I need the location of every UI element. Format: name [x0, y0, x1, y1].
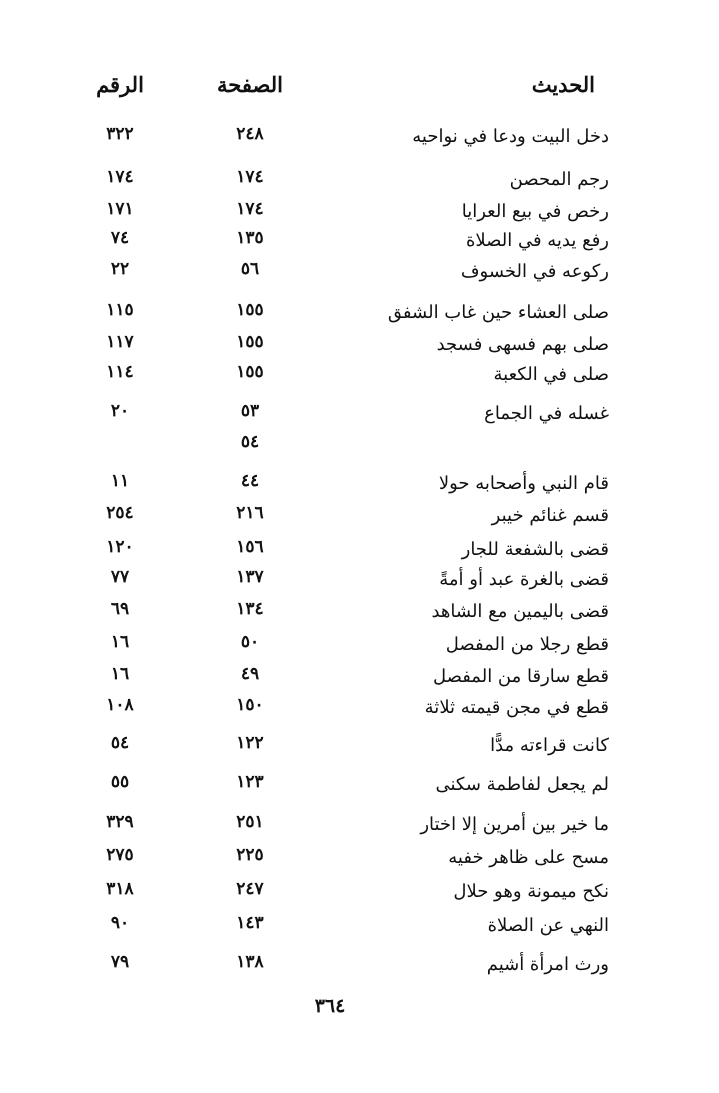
table-row: [0, 432, 719, 464]
entry-number: ٢٥٤: [106, 503, 134, 523]
hadith-text: قام النبي وأصحابه حولا: [438, 473, 609, 494]
hadith-text: صلى بهم فسهى فسجد: [436, 334, 609, 355]
entry-number: ٣٢٢: [106, 124, 134, 144]
hadith-text: قضى بالغرة عبد أو أمةً: [439, 569, 609, 590]
table-row: [0, 537, 719, 569]
table-row: [0, 599, 719, 631]
page-ref: ١٧٤: [236, 167, 264, 187]
table-row: [0, 167, 719, 199]
entry-number: ٥٤: [110, 733, 130, 753]
table-row: [0, 124, 719, 156]
page-ref: ٢٥١: [236, 812, 264, 832]
page-ref: ١٧٤: [236, 199, 264, 219]
entry-number: ٣١٨: [106, 879, 134, 899]
hadith-text: قطع رجلا من المفصل: [445, 634, 609, 655]
page-ref: ٥٦: [240, 259, 260, 279]
table-row: [0, 362, 719, 394]
entry-number: ١٧١: [106, 199, 134, 219]
entry-number: ١٦: [110, 632, 130, 652]
hadith-text: رخص في بيع العرايا: [461, 201, 609, 222]
hadith-text: النهي عن الصلاة: [487, 915, 609, 936]
table-row: [0, 259, 719, 291]
page-ref: ٤٤: [240, 471, 260, 491]
table-row: [0, 879, 719, 911]
page-ref: ١٣٤: [236, 599, 264, 619]
hadith-text: غسله في الجماع: [484, 403, 609, 424]
table-row: [0, 913, 719, 945]
hadith-text: صلى في الكعبة: [493, 364, 609, 385]
hadith-text: ركوعه في الخسوف: [460, 261, 609, 282]
hadith-text: قطع سارقا من المفصل: [432, 666, 609, 687]
entry-number: ٩٠: [110, 913, 130, 933]
hadith-text: كانت قراءته مدًّا: [490, 735, 609, 756]
table-row: [0, 632, 719, 664]
page-ref: ١٥٠: [236, 695, 264, 715]
entry-number: ٢٧٥: [106, 845, 134, 865]
table-row: [0, 845, 719, 877]
table-row: [0, 952, 719, 984]
table-row: [0, 300, 719, 332]
entry-number: ١٧٤: [106, 167, 134, 187]
table-row: [0, 567, 719, 599]
page-ref: ٥٤: [240, 432, 260, 452]
page-ref: ٢٢٥: [236, 845, 264, 865]
entry-number: ١٦: [110, 664, 130, 684]
table-row: [0, 733, 719, 765]
page-ref: ١٥٥: [236, 332, 264, 352]
entry-number: ٦٩: [110, 599, 130, 619]
table-row: [0, 401, 719, 433]
page-ref: ١٣٧: [236, 567, 264, 587]
hadith-text: قضى باليمين مع الشاهد: [431, 601, 609, 622]
table-row: [0, 332, 719, 364]
page-ref: ١٥٥: [236, 300, 264, 320]
entry-number: ١١٥: [106, 300, 134, 320]
table-row: [0, 503, 719, 535]
entry-number: ٥٥: [110, 772, 130, 792]
table-row: [0, 199, 719, 231]
entry-number: ٢٠: [110, 401, 130, 421]
entry-number: ٣٢٩: [106, 812, 134, 832]
header-page: الصفحة: [217, 72, 283, 97]
hadith-text: مسح على ظاهر خفيه: [448, 847, 609, 868]
hadith-text: صلى العشاء حين غاب الشفق: [387, 302, 609, 323]
header-number: الرقم: [96, 72, 144, 97]
page-ref: ٢٤٧: [236, 879, 264, 899]
table-row: [0, 471, 719, 503]
page-ref: ٢١٦: [236, 503, 264, 523]
entry-number: ١٢٠: [106, 537, 134, 557]
table-row: [0, 664, 719, 696]
hadith-text: قطع في مجن قيمته ثلاثة: [424, 697, 609, 718]
entry-number: ٧٤: [110, 228, 130, 248]
hadith-text: رفع يديه في الصلاة: [465, 230, 609, 251]
page-ref: ١٥٦: [236, 537, 264, 557]
page-ref: ١٣٥: [236, 228, 264, 248]
hadith-text: لم يجعل لفاطمة سكنى: [435, 774, 609, 795]
table-row: [0, 772, 719, 804]
hadith-text: رجم المحصن: [509, 169, 609, 190]
page-ref: ١٤٣: [236, 913, 264, 933]
page-ref: ١٢٢: [236, 733, 264, 753]
page-ref: ٢٤٨: [236, 124, 264, 144]
page-ref: ٥٣: [240, 401, 260, 421]
entry-number: ١١٧: [106, 332, 134, 352]
page-ref: ١٣٨: [236, 952, 264, 972]
entry-number: ١١٤: [106, 362, 134, 382]
page-ref: ٤٩: [240, 664, 260, 684]
table-row: [0, 228, 719, 260]
page-ref: ٥٠: [240, 632, 260, 652]
table-row: [0, 812, 719, 844]
page-number: ٣٦٤: [314, 995, 346, 1017]
entry-number: ٢٢: [110, 259, 130, 279]
hadith-text: قضى بالشفعة للجار: [461, 539, 609, 560]
hadith-text: قسم غنائم خيبر: [491, 505, 609, 526]
table-row: [0, 695, 719, 727]
page-ref: ١٥٥: [236, 362, 264, 382]
hadith-text: دخل البيت ودعا في نواحيه: [412, 126, 609, 147]
entry-number: ١٠٨: [106, 695, 134, 715]
entry-number: ١١: [110, 471, 130, 491]
header-hadith: الحديث: [531, 72, 595, 97]
page-ref: ١٢٣: [236, 772, 264, 792]
hadith-text: نكح ميمونة وهو حلال: [453, 881, 609, 902]
hadith-text: ما خير بين أمرين إلا اختار: [420, 814, 609, 835]
entry-number: ٧٧: [110, 567, 130, 587]
entry-number: ٧٩: [110, 952, 130, 972]
hadith-text: ورث امرأة أشيم: [486, 954, 609, 975]
